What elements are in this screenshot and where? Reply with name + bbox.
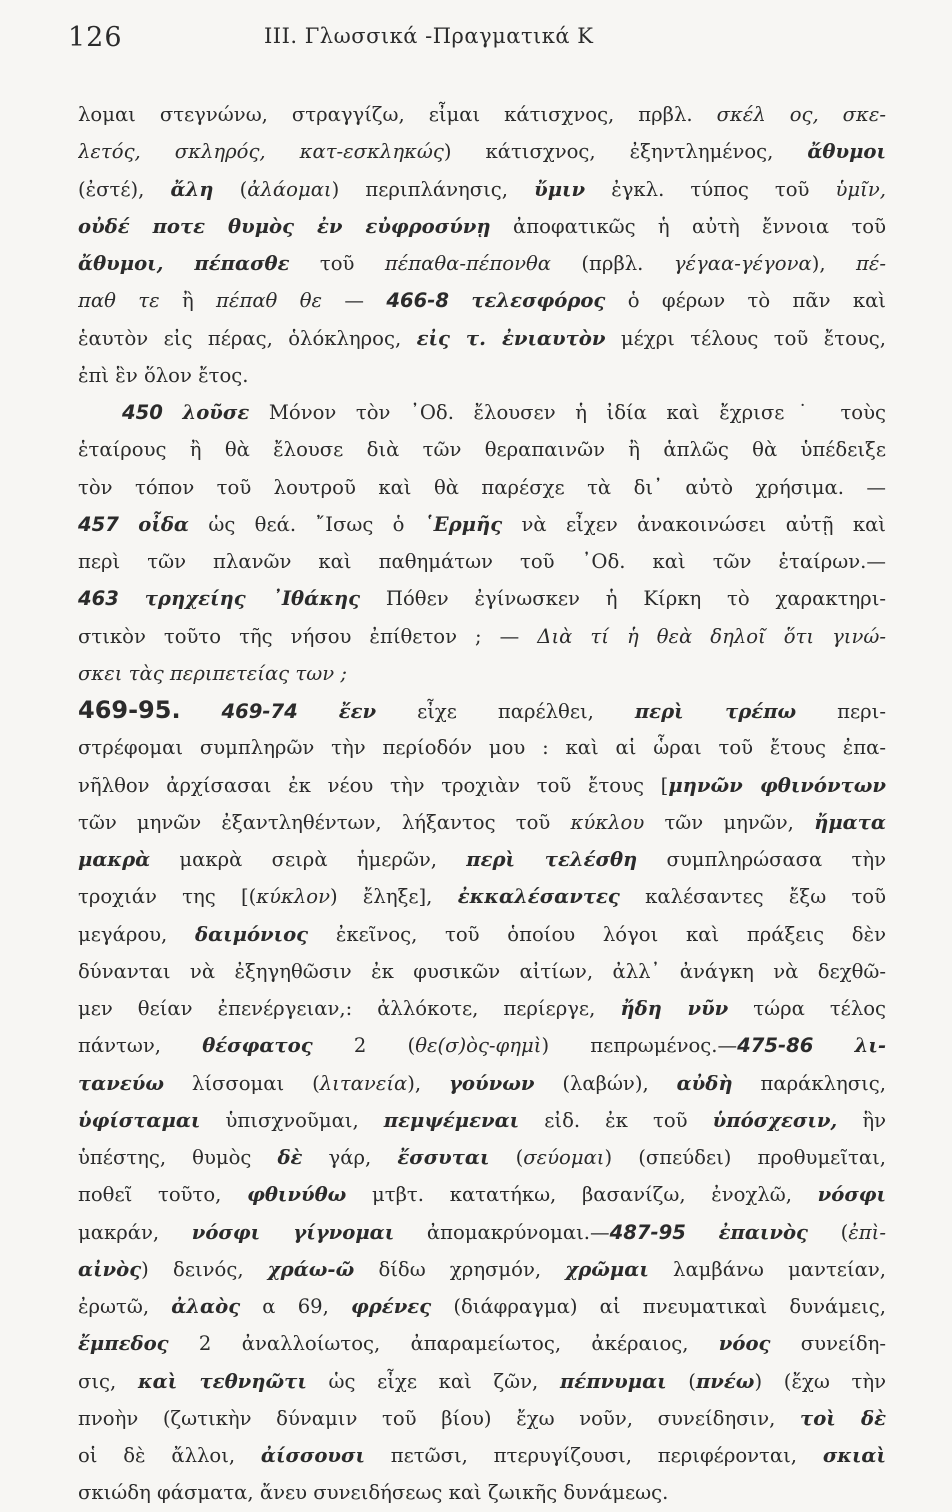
text-line: [78, 767, 886, 804]
text-run: σις,: [78, 1369, 138, 1393]
lemma: ἔσσυται: [397, 1146, 490, 1169]
text-run: εἶχε παρέλθει,: [376, 700, 635, 723]
lemma: ὑμῖν,: [835, 177, 886, 201]
lemma: σεύομαι: [523, 1146, 605, 1169]
lemma: ἄθυμοι, πέπασθε: [78, 252, 290, 275]
text-line: [78, 506, 886, 543]
text-run: ) (σπεύδει) προθυμεῖται,: [604, 1146, 886, 1169]
text-run: ἐρωτῶ,: [78, 1295, 172, 1318]
text-run: Μόνον τὸν ᾿Οδ. ἔλουσεν ἡ ἰδία καὶ ἔχρισε˙ τοὺς: [249, 401, 886, 424]
text-line: [78, 1139, 886, 1176]
lemma: λιτανεία: [319, 1071, 408, 1095]
lemma: ἔμπεδος: [78, 1332, 169, 1356]
lemma: γέγαα-γέγονα: [673, 252, 812, 275]
text-line: [78, 320, 886, 357]
lemma: οἶδα: [138, 512, 189, 536]
lemma: θέσφατος: [202, 1034, 313, 1058]
lemma: ὑπόσχεσιν,: [712, 1108, 838, 1132]
lemma: ὑφίσταμαι: [78, 1108, 201, 1132]
lemma: ἄθυμοι: [807, 140, 886, 164]
text-line: [78, 282, 886, 319]
text-run: ὑπισχνοῦμαι,: [200, 1108, 384, 1132]
text-run: (πρβλ.: [551, 252, 674, 275]
text-run: εἰδ. ἐκ τοῦ: [519, 1108, 713, 1132]
text-run: μεγάρου,: [78, 922, 195, 946]
lemma: νόος: [718, 1332, 771, 1356]
text-line: [78, 804, 886, 841]
text-run: ἀπομακρύνομαι.—: [394, 1220, 610, 1244]
text-line: [78, 133, 886, 170]
lemma: καὶ τεθνηῶτι: [137, 1369, 307, 1393]
text-line: [78, 841, 886, 878]
text-line: [78, 1363, 886, 1400]
text-line: [78, 916, 886, 953]
lemma: ἤδη νῦν: [620, 997, 729, 1020]
text-run: (: [807, 1220, 849, 1244]
text-run: (: [489, 1146, 524, 1169]
text-line: [78, 469, 886, 506]
text-line: [78, 990, 886, 1027]
lemma: δαιμόνιος: [195, 922, 309, 946]
text-run: τοῦ: [289, 252, 385, 275]
text-run: σκιώδη φάσματα, ἄνευ συνειδήσεως καὶ ζωικῆς δυνάμεως.: [78, 1481, 669, 1505]
lemma: κύκλου: [570, 810, 645, 834]
text-run: περι-: [796, 700, 886, 723]
lemma: μηνῶν φθινόντων: [668, 773, 886, 797]
text-run: ἀποφατικῶς ἡ αὐτὴ ἔννοια τοῦ: [490, 214, 886, 238]
text-run: ) δεινός,: [141, 1257, 268, 1281]
text-run: [449, 289, 471, 312]
text-line: [78, 543, 886, 580]
text-run: μτβτ. κατατήκω, βασανίζω, ἐνοχλῶ,: [346, 1183, 818, 1207]
text-run: δύνανται νὰ ἐξηγηθῶσιν ἐκ φυσικῶν αἰτίων, ἀλλ᾿ ἀνάγκη νὰ δεχθῶ-: [78, 959, 886, 983]
lemma: χράω-ῶ: [267, 1257, 355, 1281]
text-run: 2 ἀναλλοίωτος, ἀπαραμείωτος, ἀκέραιος,: [168, 1332, 719, 1356]
text-run: οἱ δὲ ἄλλοι,: [78, 1444, 261, 1467]
lemma: φρένες: [351, 1295, 432, 1318]
text-run: (ἐστέ),: [78, 177, 171, 201]
text-run: ἐπὶ ἓν ὅλον ἔτος.: [78, 363, 249, 387]
lemma: ἐκκαλέσαντες: [457, 885, 620, 909]
lemma: εἰς τ. ἐνιαυτὸν: [416, 326, 606, 350]
text-line: [78, 96, 886, 133]
text-run: ),: [811, 252, 856, 275]
lemma: τοὶ δὲ: [800, 1406, 886, 1430]
lemma: παθ τε: [78, 289, 160, 313]
text-run: [119, 587, 145, 610]
text-run: παράκλησις,: [732, 1071, 886, 1095]
text-run: δίδω χρησμόν,: [354, 1257, 566, 1281]
text-run: (: [666, 1369, 696, 1393]
lemma: πνέω: [695, 1369, 755, 1393]
text-run: ) περιπλάνησις,: [331, 177, 535, 201]
lemma: πέπνυμαι: [559, 1369, 667, 1393]
lemma: λοῦσε: [182, 401, 250, 424]
lemma: σκέλ ος, σκε-: [716, 103, 886, 126]
text-run: 2 (: [312, 1034, 416, 1058]
text-line: [78, 1474, 886, 1511]
text-run: α 69,: [240, 1295, 352, 1318]
text-line: [78, 655, 886, 692]
lemma: μακρὰ: [78, 848, 151, 871]
text-run: ὡς θεά. ῎Ισως ὁ: [188, 512, 424, 536]
text-run: [119, 513, 138, 536]
text-line: [78, 245, 886, 282]
verse-reference: 469-95.: [78, 696, 181, 724]
lemma: κύκλον: [256, 885, 330, 909]
lemma: πεμψέμεναι: [383, 1108, 520, 1132]
lemma: ἀλάομαι: [247, 177, 332, 201]
text-run: ἣν: [837, 1108, 886, 1132]
text-line: [78, 1437, 886, 1474]
verse-reference: 463: [78, 587, 119, 611]
text-run: ) (ἔχω τὴν: [754, 1369, 886, 1393]
lemma: οὐδέ ποτε θυμὸς ἐν εὐφροσύνῃ: [78, 214, 491, 238]
lemma: σκει τὰς περιπετείας των ;: [78, 661, 347, 685]
lemma: θε(σ)ὸς-φημὶ: [415, 1034, 542, 1058]
text-run: τῶν μηνῶν,: [644, 810, 815, 834]
lemma: χρῶμαι: [565, 1257, 649, 1281]
text-run: ἑταίρους ἢ θὰ ἔλουσε διὰ τῶν θεραπαινῶν ἢ ἁπλῶς θὰ ὑπέδειξε: [78, 438, 886, 462]
lemma: δὲ: [277, 1146, 303, 1169]
text-line: [78, 878, 886, 915]
text-run: τώρα τέλος: [728, 997, 886, 1020]
text-line: [78, 729, 886, 766]
text-run: συνείδη-: [770, 1332, 886, 1356]
text-run: (: [213, 177, 248, 201]
lemma: ἄλη: [170, 177, 214, 201]
text-run: ἐγκλ. τύπος τοῦ: [585, 177, 836, 201]
text-line: [78, 431, 886, 468]
text-run: μεν θείαν ἐπενέργειαν,: ἀλλόκοτε, περίεργε,: [78, 997, 621, 1020]
lemma: πέ-: [855, 252, 886, 275]
verse-reference: 469-74: [221, 700, 298, 723]
lemma: ἐπὶ-: [848, 1220, 886, 1244]
lemma: αἰνὸς: [78, 1257, 142, 1281]
lemma: τελεσφόρος: [471, 289, 606, 313]
lemma: νόσφι γίγνομαι: [191, 1220, 395, 1244]
lemma: γούνων: [449, 1071, 535, 1095]
text-run: [686, 1221, 719, 1244]
text-run: ) κάτισχνος, ἐξηντλημένος,: [443, 140, 808, 164]
text-run: περὶ τῶν πλανῶν καὶ παθημάτων τοῦ ᾿Οδ. καὶ τῶν ἑταίρων.—: [78, 550, 886, 573]
lemma: πέπαθ θε: [216, 289, 323, 313]
lemma: ἀίσσουσι: [260, 1444, 365, 1467]
text-run: ἐκεῖνος, τοῦ ὁποίου λόγοι καὶ πράξεις δὲν: [308, 922, 886, 946]
text-run: ) ἔληξε],: [330, 885, 458, 909]
text-line: [78, 580, 886, 617]
text-run: μακράν,: [78, 1220, 192, 1244]
lemma: τανεύω: [78, 1071, 165, 1095]
lemma: Διὰ τί ἡ θεὰ δηλοῖ ὅτι γινώ-: [537, 624, 886, 648]
text-line: [78, 1214, 886, 1251]
text-run: [181, 700, 222, 723]
text-line: [78, 1400, 886, 1437]
lemma: ἔεν: [338, 700, 377, 723]
text-run: ),: [407, 1071, 449, 1095]
verse-reference: 487-95: [609, 1220, 686, 1244]
text-run: λαμβάνω μαντείαν,: [648, 1257, 886, 1281]
text-run: ποθεῖ τοῦτο,: [78, 1183, 248, 1207]
text-run: ὑπέστης, θυμὸς: [78, 1146, 278, 1169]
lemma: τρηχείης ᾿Ιθάκης: [144, 587, 361, 611]
text-run: στικὸν τοῦτο τῆς νήσου ἐπίθετον ; —: [78, 624, 538, 648]
text-run: ) πεπρωμένος.—: [541, 1034, 738, 1058]
text-run: πνοὴν (ζωτικὴν δύναμιν τοῦ βίου) ἔχω νοῦν, συνείδησιν,: [78, 1406, 801, 1430]
lemma: νόσφι: [817, 1183, 886, 1207]
lemma: ἤματα: [814, 810, 886, 834]
text-run: —: [322, 289, 387, 313]
text-line: [78, 208, 886, 245]
verse-reference: 466-8: [386, 289, 449, 313]
text-run: [813, 1034, 854, 1057]
lemma: αὐδὴ: [676, 1071, 733, 1095]
text-line: [78, 394, 886, 431]
text-run: νῆλθον ἀρχίσασαι ἐκ νέου τὴν τροχιὰν τοῦ ἔτους [: [78, 773, 669, 797]
text-run: (διάφραγμα) αἱ πνευματικαὶ δυνάμεις,: [431, 1295, 886, 1318]
text-run: ἑαυτὸν εἰς πέρας, ὁλόκληρος,: [78, 326, 417, 350]
lemma: σκιαὶ: [822, 1444, 886, 1467]
lemma: λετός, σκληρός, κατ-εσκληκώς: [78, 140, 444, 164]
lemma: ἐπαινὸς: [718, 1220, 808, 1244]
text-run: νὰ εἶχεν ἀνακοινώσει αὐτῇ καὶ: [502, 512, 886, 536]
text-line: [78, 1251, 886, 1288]
lemma: λι-: [854, 1034, 886, 1058]
text-run: (λαβών),: [534, 1071, 677, 1095]
text-line: [78, 618, 886, 655]
lemma: περὶ τρέπω: [634, 700, 797, 723]
text-run: τροχιάν της [(: [78, 885, 257, 909]
lemma: ἀλαὸς: [171, 1295, 241, 1318]
text-run: συμπληρώσασα τὴν: [637, 848, 886, 871]
text-run: καλέσαντες ἔξω τοῦ: [619, 885, 886, 909]
lemma: ῾Ερμῆς: [423, 512, 503, 536]
text-run: ὁ φέρων τὸ πᾶν καὶ: [605, 289, 886, 313]
text-line: [78, 1102, 886, 1139]
text-line: [78, 171, 886, 208]
text-run: στρέφομαι συμπληρῶν τὴν περίοδόν μου : καὶ αἱ ὧραι τοῦ ἔτους ἐπα-: [78, 736, 886, 760]
text-run: ὡς εἶχε καὶ ζῶν,: [306, 1369, 560, 1393]
text-line: [78, 1176, 886, 1213]
lemma: πέπαθα-πέπονθα: [384, 252, 552, 275]
text-run: [163, 401, 183, 424]
text-run: τὸν τόπον τοῦ λουτροῦ καὶ θὰ παρέσχε τὰ δι᾿ αὐτὸ χρήσιμα. —: [78, 475, 886, 499]
commentary-text: [78, 96, 886, 1512]
verse-reference: 450: [122, 401, 163, 424]
text-line: [78, 357, 886, 394]
text-run: πετῶσι, πτερυγίζουσι, περιφέρονται,: [364, 1444, 823, 1467]
page-header: [68, 22, 888, 62]
text-line: [78, 1288, 886, 1325]
text-line: [78, 692, 886, 729]
lemma: φθινύθω: [247, 1183, 347, 1207]
text-run: γάρ,: [302, 1146, 398, 1169]
verse-reference: 475-86: [737, 1034, 814, 1058]
text-line: [78, 1027, 886, 1064]
lemma: περὶ τελέσθη: [466, 848, 638, 871]
text-line: [78, 1325, 886, 1362]
running-head: III. Γλωσσικά -Πραγματικά Κ: [264, 24, 594, 48]
text-run: λίσσομαι (: [164, 1071, 320, 1095]
text-line: [78, 953, 886, 990]
text-run: [298, 700, 339, 723]
text-run: πάντων,: [78, 1034, 203, 1058]
text-line: [78, 1065, 886, 1102]
text-run: λομαι στεγνώνω, στραγγίζω, εἶμαι κάτισχνος, πρβλ.: [78, 103, 717, 126]
text-run: τῶν μηνῶν ἐξαντληθέντων, λήξαντος τοῦ: [78, 810, 571, 834]
verse-reference: 457: [78, 512, 119, 536]
lemma: ὔμιν: [534, 177, 586, 201]
text-run: μακρὰ σειρὰ ἡμερῶν,: [150, 848, 467, 871]
text-run: μέχρι τέλους τοῦ ἔτους,: [605, 326, 886, 350]
text-run: ἢ: [159, 289, 217, 313]
page-number: 126: [68, 22, 123, 53]
text-run: Πόθεν ἐγίνωσκεν ἡ Κίρκη τὸ χαρακτηρι-: [360, 587, 886, 611]
